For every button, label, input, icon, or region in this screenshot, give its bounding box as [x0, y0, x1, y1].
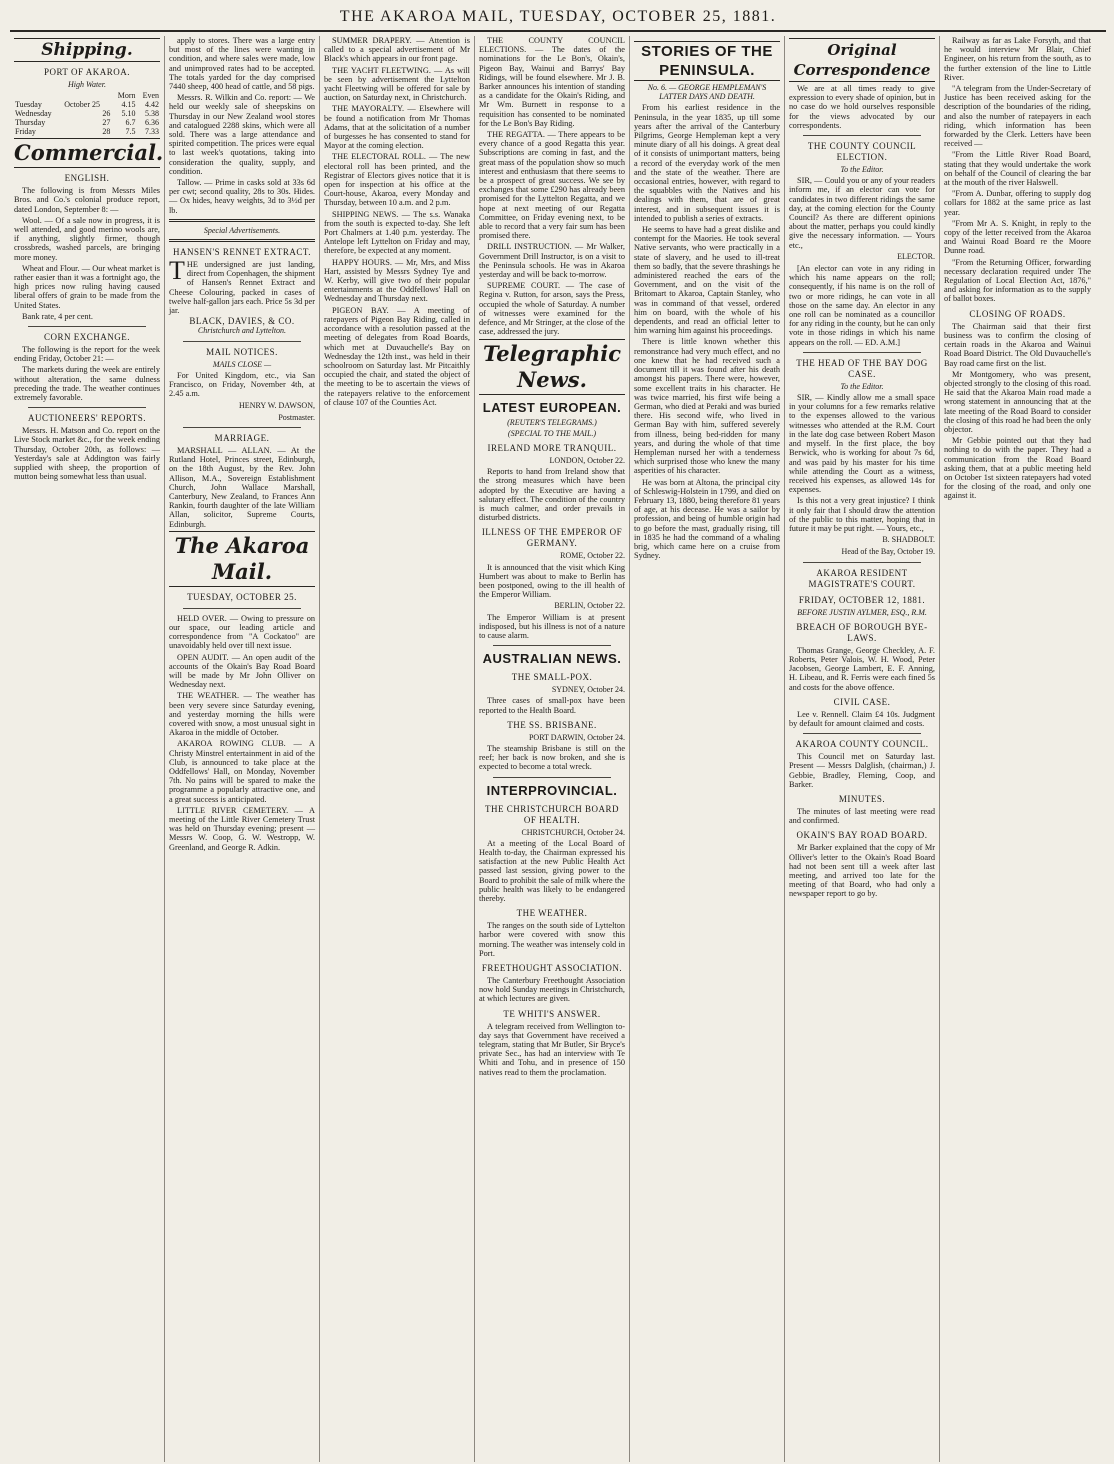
column-5	[630, 36, 785, 1462]
dateline: CHRISTCHURCH, October 24.	[521, 827, 625, 837]
news-paragraph: It is announced that the visit which King Humbert was about to make to Berlin has been postponed, owing to the ill health of the Emperor William.	[479, 562, 625, 600]
high-water-label: High Water.	[68, 80, 106, 89]
news-paragraph: AKAROA ROWING CLUB. — A Christy Minstrel entertainment in aid of the Club, is announced to take place at the Oddfellows' Hall, on Monday, November 7th. No pains will be spared to make the programme a popularly attractive one, and a great success is anticipated.	[169, 739, 315, 804]
divider	[803, 562, 921, 563]
divider	[183, 427, 301, 428]
news-paragraph: THE COUNTY COUNCIL ELECTIONS. — The dates of the nominations for the Le Bon's, Okain's, Pigeon Bay, Wainui and Barrys' Bay Ridings, will be found elsewhere. Mr J. B. Barker announces his intention of standing as a candidate for the Okain's Riding, and Mr Wm. Burnett in response to a requisition has consented to be nominated for the Le Bon's Bay Riding.	[479, 36, 625, 128]
tide-col-morn: Morn	[117, 91, 136, 101]
mail-notice: For United Kingdom, etc., via San Francisco, on Friday, November 4th, at 2.45 a.m.	[169, 370, 315, 399]
tide-morn: 5.10	[121, 109, 136, 119]
news-paragraph: Three cases of small-pox have been reported to the Health Board.	[479, 696, 625, 715]
english-paragraph: The following is from Messrs Miles Bros. and Co.'s colonial produce report, dated London, September 8: —	[14, 186, 160, 214]
dateline: SYDNEY, October 24.	[551, 685, 625, 695]
mail-notices-heading: MAIL NOTICES.	[206, 346, 278, 357]
tide-even: 5.38	[145, 109, 159, 119]
stock-paragraph: Messrs. R. Wilkin and Co. report: — We held our weekly sale of sheepskins on Thursday in our New Zealand wool stores and catalogued 2288 skins, which were all sold. There was a large attendance and spirited competition. The prices were equal to last week's quotations, taking into consideration the quality, supply, and condition.	[169, 93, 315, 176]
special-advertisements-heading: Special Advertisements.	[203, 225, 281, 235]
to-editor-label: To the Editor.	[840, 381, 884, 391]
news-paragraph: THE WEATHER. — The weather has been very severe since Saturday evening, and yesterday morning the hills were covered with snow, a most unusual sight in Akaroa in the middle of October.	[169, 691, 315, 738]
tide-date: 28	[102, 127, 111, 137]
news-paragraph: SHIPPING NEWS. — The s.s. Wanaka from the south is expected to-day. She left Port Chalmers at 1.40 p.m. yesterday. The Antelope left Lyttelton on Friday and may, therefore, be expected at any moment.	[324, 209, 470, 256]
court-before: BEFORE JUSTIN AYLMER, ESQ., R.M.	[797, 607, 927, 617]
hansen-signature: BLACK, DAVIES, & CO.	[189, 316, 295, 327]
letter-signature: B. SHADBOLT.	[882, 535, 935, 545]
tide-day: Thursday	[15, 118, 46, 128]
story-paragraph: He was born at Altona, the principal city of Schleswig-Holstein in 1799, and died on February 13, 1880, being therefore 81 years of age, at his decease. He was a sailor by profession, and being of humble origin had to go before the mast, gradually rising, till in 1835 he had the command of a whaling brig, which came here on a cruise from Sydney.	[634, 477, 780, 561]
dateline: BERLIN, October 22.	[554, 601, 625, 611]
postmaster-title: Postmaster.	[278, 412, 315, 422]
story-paragraph: From his earliest residence in the Peninsula, in the year 1835, up till some years after the arrival of the Canterbury Pilgrims, George Hempleman kept a very minute diary of all his doings. A great deal of it consists of unimportant matters, being a record of the everyday work of the men and the state of the weather. There are occasional entries, however, with regard to the squabbles with the Natives and his dealings with them, that are of great interest, and in subsequent issues it is intended to publish a series of extracts.	[634, 103, 780, 223]
tide-date: October 25	[64, 100, 101, 110]
tide-day: Wednesday	[15, 109, 52, 119]
hansen-advert	[169, 256, 315, 316]
divider	[183, 608, 301, 609]
akaroa-mail-title: The Akaroa Mail.	[169, 531, 315, 587]
telegraphic-news-heading: Telegraphic News.	[479, 339, 625, 395]
brisbane-heading: THE SS. BRISBANE.	[507, 719, 597, 730]
mails-close-label: MAILS CLOSE —	[212, 359, 272, 369]
corn-paragraph: The following is the report for the week ending Friday, October 21: —	[14, 345, 160, 364]
stories-subheading: No. 6. — GEORGE HEMPLEMAN'S LATTER DAYS AND DEATH.	[647, 83, 767, 102]
stories-heading: STORIES OF THE PENINSULA.	[634, 41, 780, 81]
tide-even: 4.42	[145, 100, 159, 110]
council-paragraph: Mr Gebbie pointed out that they had nothing to do with the paper. They had a communication from the Road Board asking them, that at a public meeting held on October 1st sixteen ratepayers had voted for the closing of the road, and only one against it.	[944, 436, 1091, 501]
dateline: PORT DARWIN, October 24.	[528, 732, 625, 742]
original-correspondence-heading: Original Correspondence	[789, 38, 935, 82]
reuters-label: (REUTER'S TELEGRAMS.)	[507, 417, 597, 427]
tide-even: 7.33	[145, 127, 159, 137]
letter-paragraph: SIR, — Kindly allow me a small space in your columns for a few remarks relative to the expenses allowed to the various witnesses who attended at the R.M. Court in the late dog case between Robert Mason and myself. In the first place, the boy Berwick, who is working for about 7s 6d, and was paid by his master for his time while attending the Court as a witness, received his expenses, as allowed 14s for expenses.	[789, 393, 935, 495]
county-council-heading: AKAROA COUNTY COUNCIL.	[795, 739, 929, 750]
weather-heading: THE WEATHER.	[516, 908, 588, 919]
council-paragraph: "From the Little River Road Board, stating that they would undertake the work on behalf of the Council of clearing the bar at the mouth of the river Halswell.	[944, 150, 1091, 188]
to-editor-label: To the Editor.	[840, 165, 884, 175]
smallpox-heading: THE SMALL-POX.	[511, 672, 593, 683]
letter-signature: ELECTOR.	[897, 251, 935, 261]
council-paragraph: "A telegram from the Under-Secretary of Justice has been received asking for the description of the boundaries of the riding, and also the number of ratepayers in each riding, which information has been forwarded by the Clerk. Letters have been received —	[944, 84, 1091, 149]
news-paragraph: The Emperor William is at present indisposed, but his illness is not of a nature to cause alarm.	[479, 612, 625, 640]
corn-paragraph: The markets during the week are entirely without alteration, the same dulness preceding the trade. The weather continues extremely favorable.	[14, 365, 160, 403]
story-paragraph: There is little known whether this remonstrance had very much effect, and no one knew that he had received such a document till it was found after his death amongst his papers. There were, however, some excellent traits in his character. He was twice married, his first wife being a German, who died at Peraki and was buried there. His second wife, who lived in German Bay with him, suffered severely from illness, being bed-ridden for many years, and during the whole of that time Hempleman nursed her with a tenderness which surprised those who knew the many asperities of his character.	[634, 337, 780, 476]
council-paragraph: "From the Returning Officer, forwarding necessary declaration required under The Regulation of Local Election Act, 1876," and asking for information as to the supply of ballot boxes.	[944, 257, 1091, 304]
divider	[493, 777, 611, 778]
court-paragraph: Thomas Grange, George Checkley, A. F. Roberts, Peter Valois, W. H. Wood, Peter Jacobsen, George Lambert, E. F. Anning, H. Libeau, and R. Ferris were each fined 5s and costs for the above offence.	[789, 645, 935, 692]
tide-day: Friday	[15, 127, 36, 137]
editor-note: [An elector can vote in any riding in which his name appears on the roll; consequently, if his name is on the roll of two or more ridings, he can vote in all those on the same day. An elector in any one roll can be nominated as a councillor for any riding in the county, but he can only vote in those ridings in which his name appears on the roll. — ED. A.M.]	[789, 264, 935, 347]
news-paragraph: THE YACHT FLEETWING. — As will be seen by advertisement the Lyttelton yacht Fleetwing will be offered for sale by auction, on Saturday next, in Christchurch.	[324, 65, 470, 103]
divider	[28, 407, 146, 408]
county-election-heading: THE COUNTY COUNCIL ELECTION.	[807, 141, 917, 163]
news-paragraph: The steamship Brisbane is still on the reef; her back is now broken, and she is expected to become a total wreck.	[479, 743, 625, 772]
freethought-heading: FREETHOUGHT ASSOCIATION.	[481, 963, 623, 974]
column-1	[10, 36, 165, 1462]
english-paragraph: Wool. — Of a sale now in progress, it is well attended, and good merino wools are, if anything, slightly firmer, though crossbreds, washed parcels, are bringing more money.	[14, 215, 160, 262]
news-paragraph: HAPPY HOURS. — Mr, Mrs, and Miss Hart, assisted by Messrs Sydney Tye and W. Kerby, will give two of their popular entertainments at the Oddfellows' Hall on Wednesday and Thursday next.	[324, 257, 470, 304]
tide-morn: 6.7	[125, 118, 136, 128]
council-paragraph: Mr Barker explained that the copy of Mr Olliver's letter to the Okain's Road Board had not been sent till a week after last meeting, and arrived too late for the meeting of that Board, who had only a newspaper report to go by.	[789, 843, 935, 899]
tide-table	[14, 91, 160, 136]
latest-european-heading: LATEST EUROPEAN.	[482, 399, 622, 415]
letter-paragraph: Is this not a very great injustice? I think it only fair that I should draw the attention of the public to this matter, hoping that in future it may be put right. — Yours, etc.,	[789, 496, 935, 533]
tide-row	[14, 118, 160, 127]
hansen-signature-place: Christchurch and Lyttelton.	[197, 326, 287, 336]
news-paragraph: THE ELECTORAL ROLL. — The new electoral roll has been printed, and the Registrar of Electors gives notice that it is open for inspection at his office at the Court-house, Akaroa, every Monday and Thursday, between 10 a.m. and 2 p.m.	[324, 152, 470, 208]
health-heading: THE CHRISTCHURCH BOARD OF HEALTH.	[484, 803, 619, 825]
news-paragraph: A telegram received from Wellington to-day says that Government have received a telegram, stating that Mr Butler, Sir Bryce's private Sec., has had an interview with Te Whiti and Tohu, and in presence of 150 natives read to them the proclamation.	[479, 1021, 625, 1077]
corn-heading: CORN EXCHANGE.	[43, 332, 130, 343]
news-paragraph: DRILL INSTRUCTION. — Mr Walker, Government Drill Instructor, is on a visit to the Peninsula schools. He was in Akaroa yesterday and will be back to-morrow.	[479, 242, 625, 280]
council-paragraph: The minutes of last meeting were read and confirmed.	[789, 806, 935, 826]
auction-heading: AUCTIONEERS' REPORTS.	[27, 413, 147, 424]
tide-date: 27	[102, 118, 111, 128]
council-paragraph: The Chairman said that their first business was to confirm the closing of certain roads in the Akaroa and Wainui Road Board District. The Old Duvauchelle's Bay road came first on the list.	[944, 321, 1091, 368]
letter-paragraph: SIR, — Could you or any of your readers inform me, if an elector can vote for candidates in two different ridings the same day, at the coming election for the County Council? As there are different opinions about the matter, perhaps you could kindly give the necessary information. — Yours etc.,	[789, 176, 935, 250]
news-paragraph: THE REGATTA. — There appears to be every chance of a good Regatta this year. Subscriptions are coming in fast, and the great mass of the population show so much interest and enthusiasm that there seems to be a prospect of great success. We see by exchanges that some £290 has already been promised for the Lyttelton Regatta, and we hope at next meeting of our Regatta Committee, on Friday evening next, to be able to record that a very fair sum has been promised there.	[479, 130, 625, 241]
divider	[28, 326, 146, 327]
tide-row	[14, 100, 160, 109]
interprovincial-heading: INTERPROVINCIAL.	[486, 782, 618, 798]
tide-row	[14, 109, 160, 118]
news-paragraph: LITTLE RIVER CEMETERY. — A meeting of the Little River Cemetery Trust was held on Thursday evening; present — Messrs W. Coop, G. W. Westropp, W. Greenland, and George R. Adkin.	[169, 805, 315, 852]
divider	[169, 239, 315, 242]
commercial-heading: Commercial.	[14, 138, 160, 168]
court-paragraph: Lee v. Rennell. Claim £4 10s. Judgment by default for amount claimed and costs.	[789, 709, 935, 728]
ireland-heading: IRELAND MORE TRANQUIL.	[487, 442, 617, 453]
shipping-heading: Shipping.	[14, 38, 160, 62]
english-paragraph: Wheat and Flour. — Our wheat market is rather easier than it was a fortnight ago, the high prices now ruling having caused liberal offers of grain to be made from the United States.	[14, 263, 160, 310]
okains-heading: OKAIN'S BAY ROAD BOARD.	[796, 830, 928, 841]
news-paragraph: SUMMER DRAPERY. — Attention is called to a special advertisement of Mr Black's which appears in our front page.	[324, 36, 470, 64]
tide-row	[14, 127, 160, 136]
port-heading: PORT OF AKAROA.	[43, 67, 131, 77]
masthead: THE AKAROA MAIL, TUESDAY, OCTOBER 25, 1881.	[10, 6, 1106, 32]
dateline: ROME, October 22.	[560, 551, 625, 561]
australian-news-heading: AUSTRALIAN NEWS.	[482, 651, 622, 667]
news-paragraph: The Canterbury Freethought Association now hold Sunday meetings in Christchurch, at which lectures are given.	[479, 976, 625, 1004]
magistrate-court-heading: AKAROA RESIDENT MAGISTRATE'S COURT.	[808, 567, 916, 589]
divider	[493, 645, 611, 646]
council-paragraph: Mr Montgomery, who was present, objected strongly to the closing of this road. He said that the Akaroa Main road made a wrong statement in announcing that at the late meeting of the Road Board to consider the closing of this road he had been the only objector.	[944, 369, 1091, 434]
divider	[183, 341, 301, 342]
column-6	[785, 36, 940, 1462]
stock-paragraph: apply to stores. There was a large entry but most of the lines were wanting in condition, and where sales were made, low and unimproved rates had to be accepted. The totals yarded for the day comprised 7440 sheep, 400 head of cattle, and 58 pigs.	[169, 36, 315, 92]
minutes-heading: MINUTES.	[838, 793, 886, 804]
council-paragraph: This Council met on Saturday last. Present — Messrs Dalglish, (chairman,) J. Gebbie, Bradley, Fleming, Coop, and Barker.	[789, 752, 935, 789]
news-paragraph: OPEN AUDIT. — An open audit of the accounts of the Okain's Bay Road Board will be made by Mr John Olliver on Wednesday next.	[169, 652, 315, 690]
news-paragraph: Reports to hand from Ireland show that the strong measures which have been adopted by the Executive are having a salutary effect. The condition of the country is much calmer, and order prevails in disturbed districts.	[479, 467, 625, 523]
tide-col-even: Even	[142, 91, 159, 101]
column-3	[320, 36, 475, 1462]
bank-rate: Bank rate, 4 per cent.	[22, 311, 93, 321]
emperor-heading: ILLNESS OF THE EMPEROR OF GERMANY.	[481, 527, 623, 549]
disclaimer: We are at all times ready to give expression to every shade of opinion, but in no case do we hold ourselves responsible for the views advocated by our correspondents.	[789, 84, 935, 130]
te-whiti-heading: TE WHITI'S ANSWER.	[503, 1008, 601, 1019]
marriage-heading: MARRIAGE.	[214, 432, 270, 443]
english-heading: ENGLISH.	[64, 173, 110, 184]
tide-day: Tuesday	[15, 100, 42, 110]
postmaster-name: HENRY W. DAWSON,	[239, 400, 315, 410]
divider	[803, 733, 921, 734]
tide-morn: 7.5	[125, 127, 136, 137]
news-paragraph: HELD OVER. — Owing to pressure on our space, our leading article and correspondence from "A Cockatoo" are unavoidably held over till next issue.	[169, 613, 315, 651]
divider	[803, 135, 921, 136]
dog-case-heading: THE HEAD OF THE BAY DOG CASE.	[796, 357, 928, 379]
news-paragraph: PIGEON BAY. — A meeting of ratepayers of Pigeon Bay Riding, called in accordance with a resolution passed at the meeting of delegates from Road Boards, which met at Duvauchelle's Bay on Wednesday the 12th inst., was held in their schoolroom on Saturday last. Mr Pitcaithly occupied the chair, and stated the object of the meeting to be to ascertain the views of the ratepayers relative to the enforcement of clause 107 of the Counties Act.	[324, 305, 470, 407]
auction-paragraph: Messrs. H. Matson and Co. report on the Live Stock market &c., for the week ending Thursday, October 20th, as follows: — Yesterday's sale at Addington was fairly supplied with sheep, the proportion of mutton being somewhat less than usual.	[14, 426, 160, 482]
court-date: FRIDAY, OCTOBER 12, 1881.	[798, 594, 926, 605]
columns	[10, 36, 1106, 1462]
tide-date: 26	[102, 109, 111, 119]
breach-heading: BREACH OF BOROUGH BYE-LAWS.	[796, 621, 928, 643]
hansen-dropcap: T	[169, 256, 185, 286]
issue-date: TUESDAY, OCTOBER 25.	[187, 591, 297, 602]
tide-morn: 4.15	[121, 100, 136, 110]
column-7	[940, 36, 1095, 1462]
dateline: LONDON, October 22.	[549, 455, 625, 465]
news-paragraph: The ranges on the south side of Lyttelton harbor were covered with snow this morning. The weather was intensely cold in Port.	[479, 921, 625, 958]
council-paragraph: "From A. Dunbar, offering to supply dog collars for 1882 at the same price as last year.	[944, 189, 1091, 217]
letter-signature-place: Head of the Bay, October 19.	[841, 547, 935, 557]
stock-paragraph: Tallow. — Prime in casks sold at 33s 6d per cwt; second quality, 28s to 30s. Hides. — Ox hides, heavy weights, 3d to 3½d per lb.	[169, 178, 315, 215]
divider	[169, 219, 315, 222]
civil-case-heading: CIVIL CASE.	[833, 696, 891, 707]
column-2	[165, 36, 320, 1462]
news-paragraph: THE MAYORALTY. — Elsewhere will be found a notification from Mr Thomas Adams, that at the solicitation of a number of burgesses he has consented to stand for Mayor at the coming election.	[324, 104, 470, 151]
tide-header-row	[14, 91, 160, 100]
tide-even: 6.36	[145, 118, 159, 128]
council-paragraph: "From Mr A. S. Knight, in reply to the copy of the letter received from the Akaroa and Wainui Road Board re the Moore Dunne road.	[944, 218, 1091, 256]
story-paragraph: He seems to have had a great dislike and contempt for the Maories. He took several Native servants, who were practically in a state of slavery, and he used to ill-treat them so badly, that the severe thrashings he administered reached the ears of the Government, and on the visit of the Britomart to Akaroa, Captain Stanley, who was in command of that vessel, ordered him on board, with the whole of his dependents, and read an official letter to him warning him against his proceedings.	[634, 225, 780, 336]
marriage-notice: MARSHALL — ALLAN. — At the Rutland Hotel, Princes street, Edinburgh, on the 18th August, by the Rev. John Allison, M.A., Sovereign Establishment Church, John Wallace Marshall, Canterbury, New Zealand, to Frances Ann Rankin, fourth daughter of the late William Allan, solicitor, Supreme Courts, Edinburgh.	[169, 445, 315, 529]
closing-roads-heading: CLOSING OF ROADS.	[969, 308, 1066, 319]
hansen-heading: HANSEN'S RENNET EXTRACT.	[172, 247, 312, 258]
news-paragraph: SUPREME COURT. — The case of Regina v. Rutton, for arson, says the Press, occupied the whole of Saturday. A number of witnesses were examined for the defence, and Mr Stringer, at the close of the case, addressed the jury.	[479, 281, 625, 337]
council-paragraph: Railway as far as Lake Forsyth, and that he would interview Mr Blair, Chief Engineer, on his return from the south, as to the further extension of the line to Little River.	[944, 36, 1091, 82]
special-label: (SPECIAL TO THE MAIL.)	[507, 428, 597, 438]
column-4	[475, 36, 630, 1462]
news-paragraph: At a meeting of the Local Board of Health to-day, the Chairman expressed his satisfaction at the new Public Health Act passed last session, giving power to the Board to prohibit the sale of milk where the public health was likely to be endangered thereby.	[479, 838, 625, 903]
divider	[803, 352, 921, 353]
hansen-advert-text: HE undersigned are just landing, direct from Copenhagen, the shipment of Hansen's Rennet Extract and Cheese Colouring, packed in cases of twelve half-gallon jars each. Price 5s 3d per jar.	[169, 260, 315, 316]
